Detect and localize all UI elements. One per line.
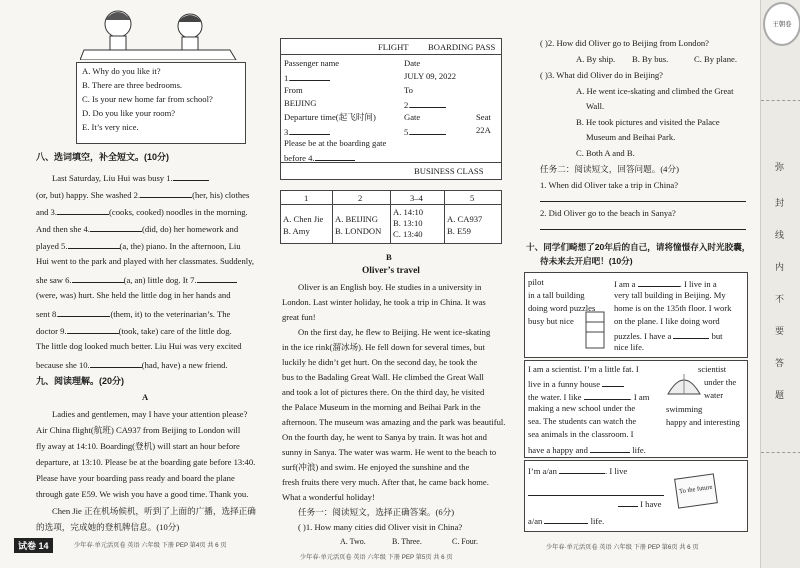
pass-date: JULY 09, 2022 bbox=[404, 71, 457, 81]
pass-gate: Gate bbox=[404, 112, 421, 122]
question-3: ( )3. What did Oliver do in Beijing? bbox=[540, 70, 663, 80]
blank-1[interactable] bbox=[173, 171, 209, 181]
text: I am bbox=[633, 392, 650, 402]
text: (did, do) her homework and bbox=[141, 224, 239, 234]
text: The little dog looked much better. Liu Hui was very excited bbox=[36, 341, 242, 351]
pass-title: BOARDING PASS bbox=[428, 42, 496, 52]
text: because she 10. bbox=[36, 360, 90, 370]
passage-b-line: afternoon. The museum was amazing and the park was beautiful. bbox=[282, 417, 506, 427]
pass-seat-value: 22A bbox=[476, 125, 491, 135]
seal-char: 题 bbox=[775, 391, 785, 401]
table-header: 3–4 bbox=[410, 193, 423, 203]
text: live in a funny house bbox=[528, 379, 601, 389]
passage-b-line: luckily he didn’t get hurt. On the second day, he took the bbox=[282, 357, 478, 367]
text: life. bbox=[632, 445, 646, 455]
text: (a, the) piano. In the afternoon, Liu bbox=[119, 241, 241, 251]
future-sign: To the future bbox=[674, 473, 718, 508]
passage-b-line: sunny in Sanya. The water was warm. He went to the beach to bbox=[282, 447, 497, 457]
passage-b-line: What a wonderful holiday! bbox=[282, 492, 375, 502]
pass-note: Please be at the boarding gate bbox=[284, 138, 387, 148]
blank-box3-b[interactable] bbox=[528, 486, 664, 496]
text: I live in a bbox=[683, 279, 717, 289]
pass-seat: Seat bbox=[476, 112, 491, 122]
blank-box3-d[interactable] bbox=[544, 514, 588, 524]
seal-char: 答 bbox=[775, 359, 785, 369]
dialog-option: A. Why do you like it? bbox=[82, 66, 161, 76]
text: life. bbox=[590, 516, 605, 526]
text: making a new school under the bbox=[528, 403, 636, 413]
text: Hui went to the park and played with her classmates. Suddenly, bbox=[36, 256, 255, 266]
q2-option[interactable]: B. By bus. bbox=[632, 54, 669, 64]
blank-4[interactable] bbox=[90, 222, 142, 232]
hint: in a tall building bbox=[528, 290, 585, 300]
text: I am a scientist. I’m a little fat. I bbox=[528, 364, 639, 374]
passage-b-line: fresh fruits there very much. After that, he came back home. bbox=[282, 477, 489, 487]
q1-option[interactable]: A. Two. bbox=[340, 537, 366, 546]
pass-name-label: Passenger name bbox=[284, 58, 340, 68]
hint: pilot bbox=[528, 277, 544, 287]
table-header: 1 bbox=[304, 193, 309, 203]
table-cell: B. LONDON bbox=[335, 226, 382, 236]
hint: water bbox=[704, 390, 724, 400]
pass-item-3: 3. bbox=[284, 127, 291, 137]
passage-a-line: Please have your boarding pass ready and board the plane bbox=[36, 473, 235, 483]
text: home is on the 135th floor. I work bbox=[614, 303, 732, 313]
pass-item-2: 2. bbox=[404, 100, 411, 110]
seal-char: 内 bbox=[775, 263, 785, 273]
q3-option[interactable]: B. He took pictures and visited the Palace bbox=[576, 117, 720, 127]
dialog-option: D. Do you like your room? bbox=[82, 108, 176, 118]
section-10-title: 十、同学们畸想了20年后的自己，请将憧憬存入时光胶囊， bbox=[526, 242, 751, 252]
text: And then she 4. bbox=[36, 224, 90, 234]
passage-a-line: Air China flight(航班) CA937 from Beijing to London will bbox=[36, 425, 241, 435]
passage-b-line: Oliver is an English boy. He studies in a university in bbox=[298, 282, 482, 292]
table-cell: B. E59 bbox=[447, 226, 471, 236]
passage-b-title: Oliver’s travel bbox=[362, 266, 420, 276]
text: sea. The students can watch the bbox=[528, 416, 637, 426]
blank-pass-3[interactable] bbox=[290, 125, 330, 135]
pass-beijing: BEIJING bbox=[284, 98, 317, 108]
passage-b-line: London. Last winter holiday, he took a trip in China. It was bbox=[282, 297, 486, 307]
task-2-title: 任务二：阅读短文，回答问题。(4分) bbox=[540, 164, 679, 174]
blank-box3-c[interactable] bbox=[618, 497, 638, 507]
passage-b-line: in the ice rink(溜冰场). He fell down for several times, but bbox=[282, 342, 485, 352]
underwater-house-icon bbox=[666, 366, 702, 396]
seal-char: 弥 bbox=[775, 163, 785, 173]
exam-page: A. Why do you like it? B. There are three bedrooms. C. Is your new home far from school? D. Do you like your room? E. It’s very nice. 八、选词填空，补全短文。(10分) Last Saturday, Liu Hui was busy 1. (or, but) happy. She washed 2. (her, his) clothes and 3. (cooks, cooked) noodles in the morning. And then she 4. (did, do) her homework and played 5. (a, the) piano. In the afternoon, Liu Hui went to the park and played with her classmates. Suddenly, she saw 6. (a, an) little dog. It 7. (were, was) hurt. She held the little dog in her hands and sent 8. (them, it) to the veterinarian’s. The doctor 9. (took, take) care of the little dog. The little dog looked much better. Liu Hui was very excited because she 10. (had, have) a new friend. 九、阅读理解。(20分) A Ladies and gentlemen, may I have your attention please? Air China flight(航班) CA937 from Beijing to London will fly away at 14:10. Boarding(登机) will start an hour before departure, at 13:10. Please be at the boarding gate before 13:40. Please have your boarding pass ready and board the plane through gate E59. We wish you have a good time. Thank you. Chen Jie 正在机场候机，听到了上面的广播，选择正确 的选项，完成她的登机牌信息。(10分) 试卷 14 少年春·单元活页卷 英语 六年级 下册 PEP 第4页 共 6 页 FLIGHT BOARDING PASS Passenger name Date 1. JULY 09, 2022 From To BEIJING 2. Departure time(起飞时间) Gate Seat 3. 5. 22A Please be at the boarding gate before 4. BUSINESS CLASS 1 2 3–4 5 A. Chen Jie B. Amy A. BEIJING B. LONDON A. 14:10 B. 13:10 C. 13:40 A. CA937 B. E59 B Oliver’s travel Oliver is an English boy. He studies in a university in London. Last winter holiday, he took a trip in China. It was great fun! On the first day, he flew to Beijing. He went ice-skating in the ice rink(溜冰场). He fell down for several times, but luckily he didn’t get hurt. On the second day, he took the bus to the Badaling Great Wall. He climbed the Great Wall and took a lot of pictures there. On the third day, he visited the Palace Museum in the morning and Beihai Park in the afternoon. The museum was amazing and the park was beautiful. On the fourth day, he went to Sanya by train. It was hot and sunny in Sanya. The water was warm. He went to the beach to surf(冲浪) and swim. He enjoyed the sunshine and the fresh fruits there very much. After that, he came back home. What a wonderful holiday! 任务一：阅读短文，选择正确答案。(6分) ( )1. How many cities did Oliver visit in China? A. Two. B. Three. C. Four. 少年春·单元活页卷 英语 六年级 下册 PEP 第5页 共 6 页 ( )2. How did Oliver go to Beijing from London? A. By ship. B. By bus. C. By plane. ( )3. What did Oliver do in Beijing? A. He went ice-skating and climbed the Great Wall. B. He took pictures and visited the Palace Museum and Beihai Park. C. Both A and B. 任务二：阅读短文，回答问题。(4分) 1. When did Oliver take a trip in China? 2. Did Oliver go to the beach in Sanya? 十、同学们畸想了20年后的自己，请将憧憬存入时光胶囊， 待未来去开启吧！(10分) pilot in a tall building doing word puzzles busy but nice I am a . I live in a very tall building in Beijing. My home is on the 135th floor. I work on the plane. I like doing word puzzles. I have a but nice life. I am a scientist. I’m a little fat. I live in a funny house the water. I like . I am making a new school under the sea. The students can watch the sea animals in the classroom. I have a happy and life. scientist under the water swimming happy and interesting I’m a/an . I live I have a/an life. To the future 少年春·单元活页卷 英语 六年级 下册 PEP 第6页 共 6 页 王朝卷 弥 封 线 内 不 要 答 题 bbox=[0, 0, 800, 568]
text: I’m a/an bbox=[528, 466, 557, 476]
q3-option-cont: Museum and Beihai Park. bbox=[586, 132, 676, 142]
table-cell: B. Amy bbox=[283, 226, 310, 236]
text: and 3. bbox=[36, 207, 58, 217]
section-8-title: 八、选词填空，补全短文。(10分) bbox=[36, 152, 170, 162]
blank-pass-4[interactable] bbox=[315, 151, 355, 161]
blank-box2-a[interactable] bbox=[602, 377, 624, 387]
table-header: 2 bbox=[358, 193, 363, 203]
passage-b-line: surf(冲浪) and swim. He enjoyed the sunshine and the bbox=[282, 462, 470, 472]
question-5: 2. Did Oliver go to the beach in Sanya? bbox=[540, 208, 676, 218]
answer-line-5[interactable] bbox=[540, 220, 746, 230]
text: nice life. bbox=[614, 342, 645, 352]
blank-6[interactable] bbox=[72, 273, 124, 283]
q1-option[interactable]: C. Four. bbox=[452, 537, 479, 546]
blank-9[interactable] bbox=[67, 324, 119, 334]
q2-option[interactable]: C. By plane. bbox=[694, 54, 737, 64]
passage-b-line: great fun! bbox=[282, 312, 316, 322]
pass-departure: Departure time(起飞时间) bbox=[284, 112, 376, 122]
blank-pass-2[interactable] bbox=[410, 98, 446, 108]
text: (her, his) clothes bbox=[192, 190, 250, 200]
text: played 5. bbox=[36, 241, 68, 251]
pass-item-5: 5. bbox=[404, 127, 411, 137]
section-10-title-2: 待未来去开启吧！(10分) bbox=[540, 256, 633, 266]
blank-box2-c[interactable] bbox=[590, 443, 630, 453]
text: the water. I like bbox=[528, 392, 582, 402]
table-header: 5 bbox=[470, 193, 475, 203]
text: Last Saturday, Liu Hui was busy 1. bbox=[52, 173, 173, 183]
blank-box1-b[interactable] bbox=[673, 329, 709, 339]
blank-3[interactable] bbox=[57, 205, 109, 215]
blank-8[interactable] bbox=[58, 307, 110, 317]
blank-box1-a[interactable] bbox=[638, 277, 680, 287]
text: (were, was) hurt. She held the little dog in her hands and bbox=[36, 290, 231, 300]
page-footer: 少年春·单元活页卷 英语 六年级 下册 PEP 第6页 共 6 页 bbox=[546, 544, 699, 551]
pass-class: BUSINESS CLASS bbox=[414, 166, 484, 176]
text: (or, but) happy. She washed 2. bbox=[36, 190, 141, 200]
table-cell: A. Chen Jie bbox=[283, 214, 324, 224]
q1-option[interactable]: B. Three. bbox=[392, 537, 422, 546]
pass-to: To bbox=[404, 85, 413, 95]
binding-strip bbox=[760, 0, 800, 568]
question-2: ( )2. How did Oliver go to Beijing from London? bbox=[540, 38, 709, 48]
hint: swimming bbox=[666, 404, 703, 414]
hint: busy but nice bbox=[528, 316, 574, 326]
text: very tall building in Beijing. My bbox=[614, 290, 726, 300]
cartoon-kids-illustration bbox=[80, 2, 240, 60]
text: (them, it) to the veterinarian’s. The bbox=[110, 309, 231, 319]
text: (took, take) care of the little dog. bbox=[118, 326, 232, 336]
text: she saw 6. bbox=[36, 275, 72, 285]
text: sea animals in the classroom. I bbox=[528, 429, 634, 439]
page-footer: 少年春·单元活页卷 英语 六年级 下册 PEP 第4页 共 6 页 bbox=[74, 542, 227, 549]
page-footer: 少年春·单元活页卷 英语 六年级 下册 PEP 第5页 共 6 页 bbox=[300, 554, 453, 561]
q2-option[interactable]: A. By ship. bbox=[576, 54, 616, 64]
building-icon bbox=[582, 310, 608, 350]
answer-line-4[interactable] bbox=[540, 192, 746, 202]
q3-option-cont: Wall. bbox=[586, 101, 605, 111]
dialog-option: E. It’s very nice. bbox=[82, 122, 139, 132]
passage-b-line: the Palace Museum in the morning and Beihai Park in the bbox=[282, 402, 481, 412]
question-1: ( )1. How many cities did Oliver visit in China? bbox=[298, 522, 463, 532]
text: sent 8. bbox=[36, 309, 59, 319]
text: doctor 9. bbox=[36, 326, 67, 336]
hint: doing word puzzles bbox=[528, 303, 596, 313]
dialog-option: C. Is your new home far from school? bbox=[82, 94, 213, 104]
pass-flight: FLIGHT bbox=[378, 42, 409, 52]
blank-box3-a[interactable] bbox=[559, 464, 605, 474]
blank-2[interactable] bbox=[140, 188, 192, 198]
blank-box2-b[interactable] bbox=[584, 390, 630, 400]
table-cell: C. 13:40 bbox=[393, 229, 423, 239]
page-badge: 试卷 14 bbox=[14, 538, 53, 553]
hint: happy and interesting bbox=[666, 417, 740, 427]
seal-char: 封 bbox=[775, 199, 785, 209]
table-cell: B. 13:10 bbox=[393, 218, 423, 228]
text: I have bbox=[640, 499, 662, 509]
passage-b-line: bus to the Badaling Great Wall. He climbed the Great Wall bbox=[282, 372, 484, 382]
section-9-title: 九、阅读理解。(20分) bbox=[36, 376, 125, 386]
table-cell: A. 14:10 bbox=[393, 207, 424, 217]
text: but bbox=[711, 331, 723, 341]
seal-char: 不 bbox=[775, 295, 785, 305]
passage-a-line: departure, at 13:10. Please be at the boarding gate before 13:40. bbox=[36, 457, 256, 467]
passage-a-line: through gate E59. We wish you have a good time. Thank you. bbox=[36, 489, 249, 499]
q3-option[interactable]: A. He went ice-skating and climbed the Great bbox=[576, 86, 734, 96]
blank-5[interactable] bbox=[68, 239, 120, 249]
table-cell: A. BEIJING bbox=[335, 214, 378, 224]
text: (had, have) a new friend. bbox=[141, 360, 228, 370]
blank-pass-5[interactable] bbox=[410, 125, 446, 135]
blank-pass-1[interactable] bbox=[290, 71, 330, 81]
passage-a-line: 的选项，完成她的登机牌信息。(10分) bbox=[36, 522, 180, 532]
text: have a happy and bbox=[528, 445, 588, 455]
publisher-logo: 王朝卷 bbox=[763, 2, 800, 46]
text: (cooks, cooked) noodles in the morning. bbox=[109, 207, 248, 217]
passage-b-line: and took a lot of pictures there. On the third day, he visited bbox=[282, 387, 485, 397]
passage-b-line: On the first day, he flew to Beijing. He went ice-skating bbox=[298, 327, 491, 337]
passage-b-line: On the fourth day, he went to Sanya by train. It was hot and bbox=[282, 432, 487, 442]
seal-char: 线 bbox=[775, 231, 785, 241]
blank-10[interactable] bbox=[90, 358, 142, 368]
seal-char: 要 bbox=[775, 327, 785, 337]
question-4: 1. When did Oliver take a trip in China? bbox=[540, 180, 679, 190]
text: I am a bbox=[614, 279, 636, 289]
text: (a, an) little dog. It 7. bbox=[123, 275, 197, 285]
dialog-option: B. There are three bedrooms. bbox=[82, 80, 183, 90]
blank-7[interactable] bbox=[197, 273, 237, 283]
pass-note-2: before 4. bbox=[284, 153, 315, 163]
passage-a-line: Chen Jie 正在机场候机，听到了上面的广播，选择正确 bbox=[52, 506, 256, 516]
passage-a-line: Ladies and gentlemen, may I have your attention please? bbox=[52, 409, 248, 419]
text: puzzles. I have a bbox=[614, 331, 672, 341]
passage-a-line: fly away at 14:10. Boarding(登机) will start an hour before bbox=[36, 441, 240, 451]
pass-from: From bbox=[284, 85, 303, 95]
q3-option[interactable]: C. Both A and B. bbox=[576, 148, 635, 158]
text: I live bbox=[609, 466, 628, 476]
task-1-title: 任务一：阅读短文，选择正确答案。(6分) bbox=[298, 507, 455, 517]
passage-a-label: A bbox=[142, 392, 149, 402]
pass-item-1: 1. bbox=[284, 73, 291, 83]
table-cell: A. CA937 bbox=[447, 214, 483, 224]
pass-date-label: Date bbox=[404, 58, 421, 68]
text: a/an bbox=[528, 516, 543, 526]
text: on the plane. I like doing word bbox=[614, 316, 720, 326]
hint: under the bbox=[704, 377, 737, 387]
passage-b-label: B bbox=[386, 252, 392, 262]
hint: scientist bbox=[698, 364, 727, 374]
